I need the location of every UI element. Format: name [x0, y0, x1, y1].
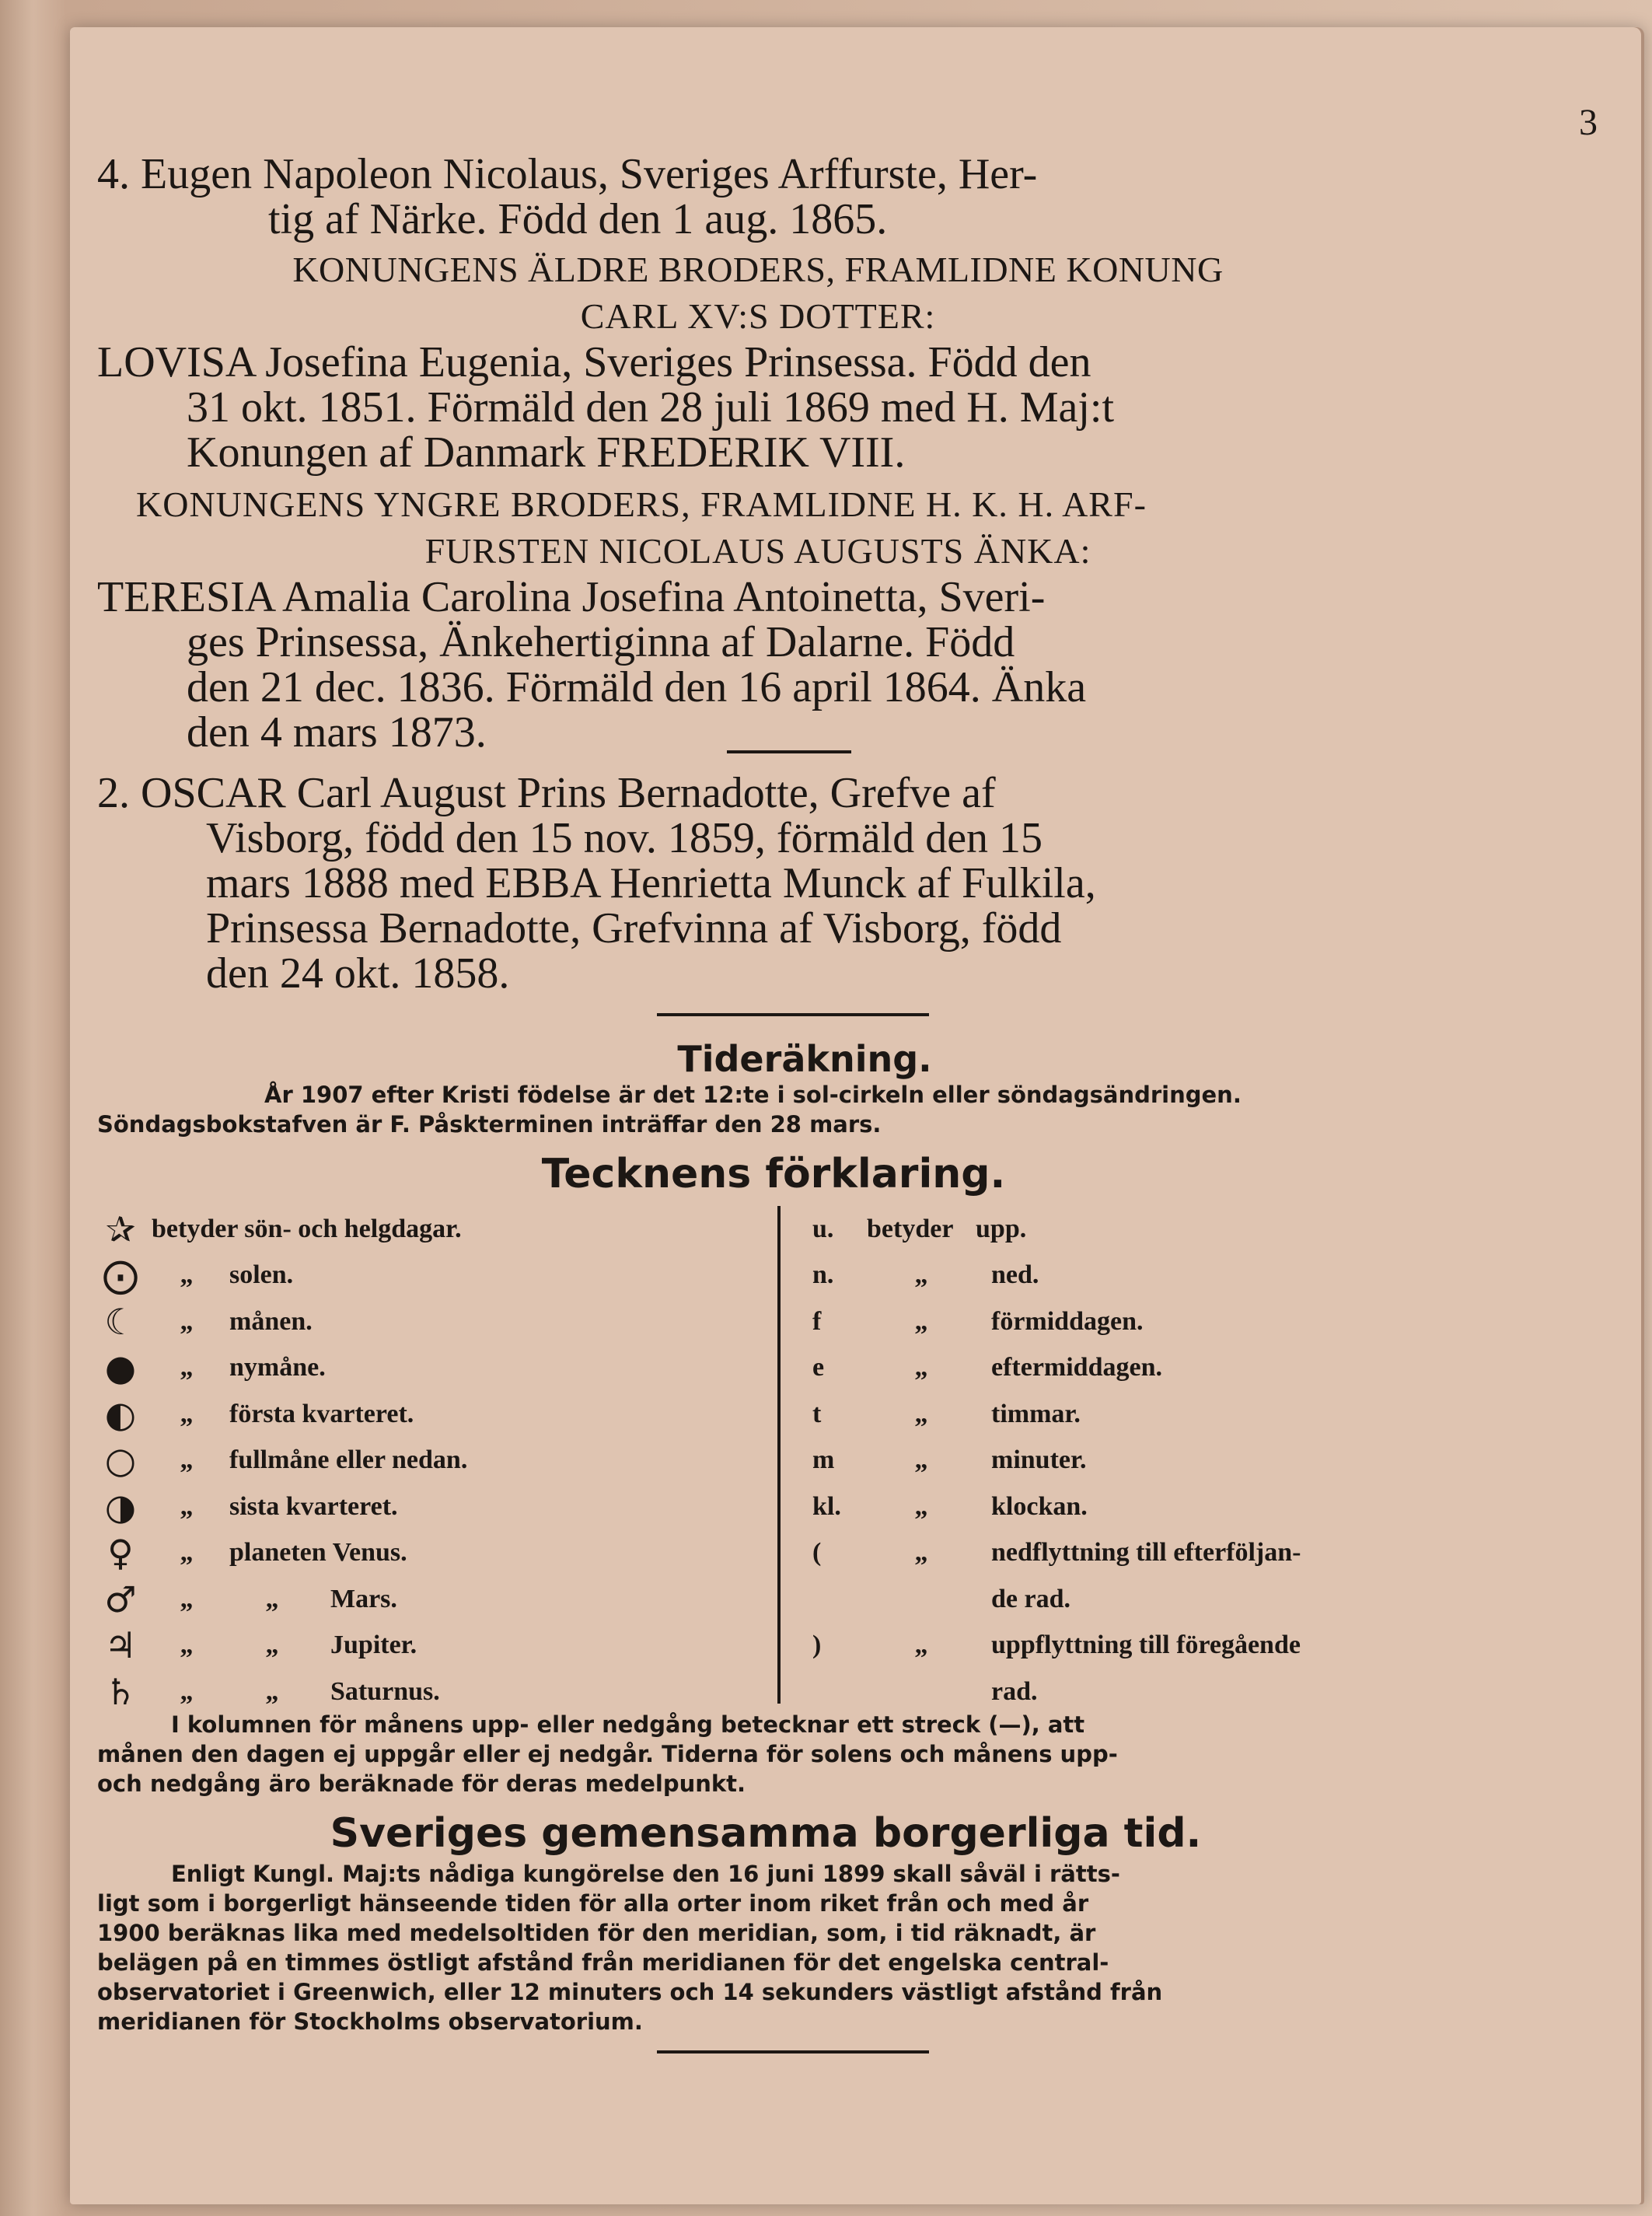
- borgerliga-title: Sveriges gemensamma borgerliga tid.: [330, 1810, 1202, 1857]
- legend-text: Jupiter.: [330, 1631, 417, 1660]
- ditto-mark: „: [180, 1491, 194, 1521]
- legend-row: [97, 1576, 467, 1623]
- tiderakning-title: Tideräkning.: [677, 1038, 932, 1080]
- last-quarter-icon: ◑: [104, 1485, 137, 1528]
- mars-icon: ♂: [104, 1578, 137, 1620]
- legend-text: rad.: [991, 1676, 1038, 1706]
- legend-row: [812, 1530, 1301, 1577]
- legend-text: minuter.: [991, 1445, 1087, 1475]
- heading-carl-xv-line-1: KONUNGENS ÄLDRE BRODERS, FRAMLIDNE KONUNG: [292, 250, 1224, 289]
- entry-oscar-line-4: Prinsessa Bernadotte, Grefvinna af Visborg, född: [206, 904, 1062, 952]
- ditto-mark: „: [265, 1631, 279, 1660]
- legend-row: [97, 1669, 467, 1715]
- legend-abbr: ): [812, 1631, 822, 1660]
- heading-nicolaus: [97, 481, 1419, 575]
- entry-eugen-line-1: 4. Eugen Napoleon Nicolaus, Sveriges Arffurste, Her-: [97, 150, 1038, 198]
- ditto-mark: „: [180, 1631, 194, 1660]
- legend-row: [97, 1298, 467, 1345]
- legend-text: förmiddagen.: [991, 1306, 1144, 1336]
- borgerliga-line-2: ligt som i borgerligt hänseende tiden för alla orter inom riket från och med år: [97, 1890, 1089, 1917]
- ditto-mark: „: [180, 1676, 194, 1706]
- ditto-mark: „: [180, 1306, 194, 1336]
- legend-ditto: „: [914, 1538, 928, 1568]
- legend-text: timmar.: [991, 1399, 1081, 1428]
- new-moon-icon: ●: [104, 1347, 137, 1389]
- heading-carl-xv-line-2: CARL XV:S DOTTER:: [580, 296, 936, 336]
- legend-text: ned.: [991, 1260, 1039, 1290]
- legend-ditto: „: [914, 1399, 928, 1428]
- entry-oscar-line-5: den 24 okt. 1858.: [206, 949, 510, 998]
- entry-teresia-line-1: TERESIA Amalia Carolina Josefina Antoinetta, Sveri-: [97, 573, 1046, 621]
- legend-row: [812, 1345, 1301, 1392]
- legend-row: [97, 1253, 467, 1299]
- entry-teresia-line-3: den 21 dec. 1836. Förmäld den 16 april 1864. Änka: [187, 663, 1087, 711]
- venus-icon: ♀: [107, 1532, 134, 1575]
- legend-title: Tecknens förklaring.: [541, 1151, 1006, 1197]
- legend-ditto: „: [914, 1353, 928, 1382]
- legend-ditto: „: [914, 1631, 928, 1660]
- ditto-mark: „: [180, 1538, 194, 1568]
- legend-row: [97, 1484, 467, 1530]
- page-number: 3: [1579, 102, 1598, 143]
- section-divider-3: [657, 2050, 929, 2053]
- legend-right-column: [812, 1206, 1301, 1715]
- legend-text: Saturnus.: [330, 1676, 440, 1706]
- legend-left-column: [97, 1206, 467, 1715]
- legend-row: [812, 1438, 1301, 1484]
- legend-text: solen.: [229, 1260, 294, 1290]
- legend-row: [812, 1576, 1301, 1623]
- entry-oscar-line-1: 2. OSCAR Carl August Prins Bernadotte, Grefve af: [97, 769, 996, 817]
- legend-abbr: (: [812, 1538, 822, 1568]
- legend-table: [97, 1206, 1419, 1711]
- ditto-mark: „: [180, 1399, 194, 1428]
- legend-row: [97, 1206, 467, 1253]
- moon-note-line-2: månen den dagen ej uppgår eller ej nedgår. Tiderna för solens och månens upp-: [97, 1741, 1118, 1767]
- borgerliga-line-1: Enligt Kungl. Maj:ts nådiga kungörelse den 16 juni 1899 skall såväl i rätts-: [171, 1861, 1120, 1887]
- entry-eugen: [97, 150, 1419, 243]
- legend-text: månen.: [229, 1306, 313, 1336]
- borgerliga-section: [97, 1808, 1419, 2036]
- moon-note-line-1: I kolumnen för månens upp- eller nedgång betecknar ett streck (—), att: [171, 1711, 1085, 1738]
- entry-lovisa: [97, 340, 1419, 475]
- star-icon: ✰: [105, 1208, 136, 1250]
- legend-text: första kvarteret.: [229, 1399, 414, 1428]
- moon-note-line-3: och nedgång äro beräknade för deras medelpunkt.: [97, 1770, 746, 1797]
- heading-carl-xv: [97, 246, 1419, 340]
- legend-row: [97, 1438, 467, 1484]
- borgerliga-line-6: meridianen för Stockholms observatorium.: [97, 2008, 643, 2035]
- section-divider-1: [727, 750, 851, 753]
- legend-text: upp.: [976, 1214, 1027, 1243]
- legend-row: [97, 1345, 467, 1392]
- legend-ditto: „: [914, 1445, 928, 1475]
- legend-row: [812, 1484, 1301, 1530]
- legend-text: klockan.: [991, 1491, 1088, 1521]
- entry-eugen-line-2: tig af Närke. Född den 1 aug. 1865.: [268, 195, 888, 243]
- ditto-mark: „: [265, 1584, 279, 1613]
- legend-text: Mars.: [330, 1584, 397, 1613]
- entry-oscar-line-2: Visborg, född den 15 nov. 1859, förmäld den 15: [206, 814, 1043, 862]
- legend-ditto: „: [914, 1491, 928, 1521]
- tiderakning-section: [97, 1038, 1419, 1139]
- legend-text: sista kvarteret.: [229, 1491, 398, 1521]
- borgerliga-line-5: observatoriet i Greenwich, eller 12 minuters och 14 sekunders västligt afstånd från: [97, 1979, 1163, 2005]
- legend-row: [812, 1253, 1301, 1299]
- legend-divider: [777, 1206, 781, 1704]
- legend-row: [97, 1530, 467, 1577]
- legend-abbr: u.: [812, 1214, 834, 1243]
- legend-text: planeten Venus.: [229, 1538, 407, 1568]
- sun-icon: ⨀: [103, 1254, 138, 1297]
- moon-note: [97, 1710, 1419, 1798]
- legend-text: fullmåne eller nedan.: [229, 1445, 468, 1475]
- tiderakning-line-2: Söndagsbokstafven är F. Påskterminen inträffar den 28 mars.: [97, 1111, 882, 1138]
- legend-row: [812, 1391, 1301, 1438]
- borgerliga-line-4: belägen på en timmes östligt afstånd från meridianen för det engelska central-: [97, 1949, 1109, 1976]
- legend-row: [812, 1623, 1301, 1669]
- entry-lovisa-line-1: LOVISA Josefina Eugenia, Sveriges Prinsessa. Född den: [97, 338, 1091, 386]
- ditto-mark: „: [180, 1584, 194, 1613]
- legend-row: [97, 1391, 467, 1438]
- legend-ditto: „: [914, 1306, 928, 1336]
- legend-abbr: e: [812, 1353, 825, 1382]
- entry-teresia-line-4: den 4 mars 1873.: [187, 708, 487, 757]
- borgerliga-line-3: 1900 beräknas lika med medelsoltiden för den meridian, som, i tid räknadt, är: [97, 1920, 1096, 1946]
- legend-row: [812, 1298, 1301, 1345]
- ditto-mark: „: [265, 1676, 279, 1706]
- legend-abbr: f: [812, 1306, 822, 1336]
- first-quarter-icon: ◐: [104, 1393, 137, 1435]
- legend-row: [812, 1669, 1301, 1715]
- jupiter-icon: ♃: [104, 1624, 137, 1667]
- full-moon-icon: ○: [104, 1439, 137, 1482]
- tiderakning-line-1: År 1907 efter Kristi födelse är det 12:te i sol-cirkeln eller söndagsändringen.: [264, 1082, 1242, 1108]
- legend-ditto: „: [914, 1260, 928, 1290]
- ditto-mark: „: [180, 1260, 194, 1290]
- entry-lovisa-line-3: Konungen af Danmark FREDERIK VIII.: [187, 428, 906, 477]
- ditto-mark: „: [180, 1445, 194, 1475]
- legend-abbr: kl.: [812, 1491, 841, 1521]
- entry-oscar: [97, 771, 1419, 996]
- legend-text: nedflyttning till efterföljan-: [991, 1538, 1301, 1568]
- moon-icon: ☾: [104, 1300, 137, 1343]
- legend-abbr: n.: [812, 1260, 834, 1290]
- legend-abbr: t: [812, 1399, 822, 1428]
- entry-lovisa-line-2: 31 okt. 1851. Förmäld den 28 juli 1869 med H. Maj:t: [187, 383, 1115, 432]
- entry-oscar-line-3: mars 1888 med EBBA Henrietta Munck af Fulkila,: [206, 859, 1096, 907]
- legend-text: eftermiddagen.: [991, 1353, 1163, 1382]
- entry-teresia: [97, 575, 1419, 755]
- entry-teresia-line-2: ges Prinsessa, Änkehertiginna af Dalarne. Född: [187, 618, 1015, 666]
- legend-text: uppflyttning till föregående: [991, 1631, 1301, 1660]
- ditto-mark: „: [180, 1353, 194, 1382]
- legend-text: nymåne.: [229, 1353, 326, 1382]
- legend-text: de rad.: [991, 1584, 1070, 1613]
- heading-nicolaus-line-1: KONUNGENS YNGRE BRODERS, FRAMLIDNE H. K. H. ARF-: [136, 484, 1147, 524]
- section-divider-2: [657, 1013, 929, 1016]
- saturn-icon: ♄: [104, 1670, 137, 1713]
- legend-ditto: betyder: [867, 1214, 954, 1243]
- legend-text: betyder sön- och helgdagar.: [152, 1214, 462, 1243]
- heading-nicolaus-line-2: FURSTEN NICOLAUS AUGUSTS ÄNKA:: [424, 531, 1091, 571]
- page-content: [97, 152, 1419, 2053]
- legend-row: [812, 1206, 1301, 1253]
- legend-abbr: m: [812, 1445, 835, 1475]
- legend-row: [97, 1623, 467, 1669]
